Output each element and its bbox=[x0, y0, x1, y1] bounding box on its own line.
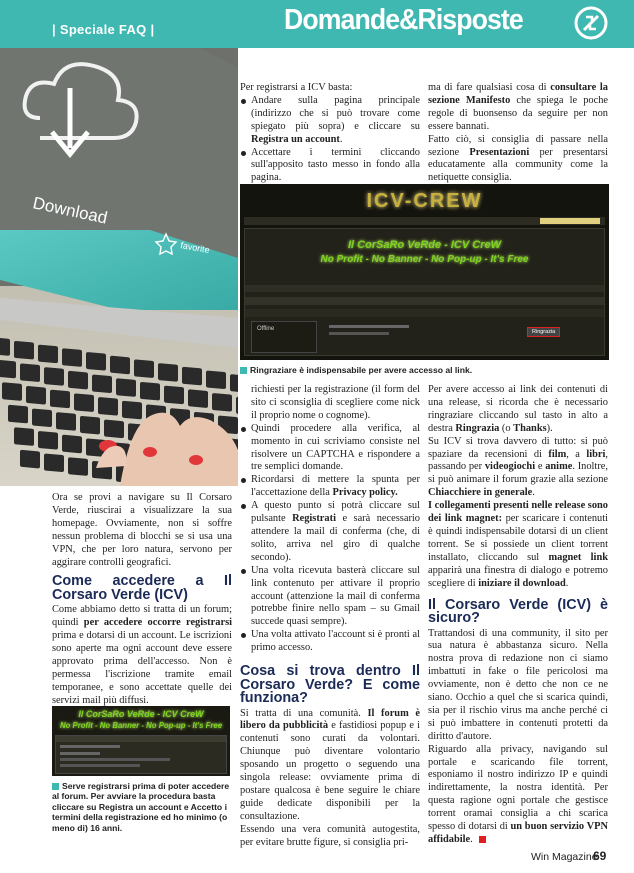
download-label: Download bbox=[31, 193, 110, 228]
col1-intro: Ora se provi a navigare su Il Corsaro Verde, riuscirai a visualizzare la sua homepage. Ovviamente, non si soffre nessun problema di blocchi se si usa una VPN, che per loro natura, servono per aggirare controlli geografici. bbox=[52, 492, 232, 568]
col2-step-2: Accettare i termini cliccando sull'apposito tasto messo in fondo alla pagina. bbox=[240, 147, 420, 186]
forum-screenshot bbox=[240, 184, 609, 360]
col3-heading: Il Corsaro Verde (ICV) è sicuro? bbox=[428, 596, 608, 626]
shot-big-subtitle: No Profit - No Banner - No Pop-up - It's Free bbox=[320, 254, 529, 265]
col3-contenuti: Su ICV si trova davvero di tutto: si può spaziare da recensioni di film, a libri, passando per videogiochi e anime. Inoltre, si può animare il forum grazie alla sezione Chiacchiere in generale. bbox=[428, 435, 608, 499]
col2-step-4: Quindi procedere alla verifica, al momento in cui scriviamo consiste nel risolvere un CAPTCHA e rispondere a tre semplici domande. bbox=[240, 423, 420, 475]
col2-intro: Per registrarsi a ICV basta: bbox=[240, 82, 353, 93]
section-label: | Speciale FAQ | bbox=[52, 22, 155, 37]
qa-logo-icon bbox=[574, 6, 608, 40]
header-title: Domande&Risposte bbox=[284, 4, 523, 36]
col3-magnet: I collegamenti presenti nelle release sono dei link magnet: per scaricare i contenuti è quindi indispensabile dotarsi di un client torrent. Se si possiede un client torrent installato, cliccando sul magnet link apparirà una finestra di dialogo e potremo scegliere di iniziare il download. bbox=[428, 500, 608, 589]
hero-photo bbox=[0, 48, 238, 486]
shot-small-title: Il CorSaRo VeRde - ICV CreW bbox=[78, 709, 204, 719]
col3-sicurezza: Trattandosi di una community, il sito per sua natura è abbastanza sicuro. Nella nostra prova di redazione non ci siamo imbattuti in fake o file pericolosi ma ovviamente, non è detto che non ce ne siano. Occhio a quel che si scarica quindi, sia per il rischio virus ma anche perché ci si può imbattere in contenuti protetti da diritto d'autore. bbox=[428, 627, 608, 742]
page-number: 69 bbox=[593, 849, 607, 863]
offline-status: Offline bbox=[257, 326, 275, 332]
forum-brand: ICV-CREW bbox=[366, 190, 483, 212]
end-mark-icon bbox=[479, 836, 486, 843]
col2-autogestita: Essendo una vera comunità autogestita, per evitare brutte figure, si consiglia pri- bbox=[240, 823, 420, 848]
col2-step-6: A questo punto si potrà cliccare sul pulsante Registrati e sarà necessario attendere la mail di conferma (che, di solito, arriva nel giro di qualche secondo). bbox=[240, 500, 420, 565]
favorite-label: favorite bbox=[179, 240, 211, 256]
page-header bbox=[0, 0, 634, 48]
column-1 bbox=[52, 492, 232, 708]
col3-manifesto: ma di fare qualsiasi cosa di consultare la sezione Manifesto che spiega le poche regole di buonsenso da seguire per non essere bannati. bbox=[428, 82, 608, 132]
col1-heading: Come accedere a Il Corsaro Verde (ICV) bbox=[52, 573, 232, 603]
shot-small-subtitle: No Profit - No Banner - No Pop-up - It's Free bbox=[59, 721, 223, 730]
col2-step-8: Una volta attivato l'account si è pronti al primo accesso. bbox=[240, 629, 420, 655]
forum-caption: Ringraziare è indispensabile per avere accesso al link. bbox=[240, 365, 608, 375]
laptop-illustration bbox=[0, 48, 238, 486]
column-2-bottom bbox=[240, 384, 420, 850]
col2-step-5: Ricordarsi di mettere la spunta per l'accettazione della Privacy policy. bbox=[240, 474, 420, 500]
col2-cont: richiesti per la registrazione (il form del sito ci sconsiglia di scegliere come nick il proprio nome o cognome). bbox=[251, 384, 420, 421]
col3-presentazioni: Fatto ciò, si consiglia di passare nella sezione Presentazioni per presentarsi educatamente alla community come la netiquette consiglia. bbox=[428, 133, 608, 184]
footer-magazine: Win Magazine bbox=[531, 851, 598, 863]
shot-big-title: Il CorSaRo VeRde - ICV CreW bbox=[347, 239, 501, 251]
col1-paragraph: Come abbiamo detto si tratta di un forum; quindi per accedere occorre registrarsi prima e dotarsi di un account. Le iscrizioni sono aperte ma ogni account deve essere approvato prima dell'accesso. Non è permessa l'iscrizione tramite email temporanee, e sono accettate quelle dei servizi mail più diffusi. bbox=[52, 604, 232, 706]
col1-caption: Serve registrarsi prima di poter accedere al forum. Per avviare la procedura basta cliccare su Registra un account e Accetto i termini della registrazione ed ho minimo (o meno di) 16 anni. bbox=[52, 781, 230, 833]
column-3-top bbox=[428, 82, 608, 185]
column-2-top bbox=[240, 82, 420, 198]
col2-community: Si tratta di una comunità. Il forum è libero da pubblicità e fastidiosi popup e i contenuti sono curati da volontari. Chiunque può diventare volontario sposando un progetto o seguendo una singola release: ovviamente prima di postare qualcosa è bene seguire le chiare guide dedicate disponibili per la consultazione. bbox=[240, 707, 420, 822]
column-3-bottom bbox=[428, 384, 608, 847]
col2-step-1: Andare sulla pagina principale (indirizzo che si può trovare come spiegato più sopra) e cliccare su Registra un account. bbox=[240, 95, 420, 147]
col3-privacy: Riguardo alla privacy, navigando sul portale e scaricando file torrent, esponiamo il nostro indirizzo IP e quindi indirettamente, la nostra identità. Per questa ragione ogni portale che gestisce torrent oramai consiglia a chi scarica spesso di dotarsi di un buon servizio VPN affidabile. bbox=[428, 743, 609, 845]
registration-screenshot bbox=[52, 706, 230, 776]
thanks-button[interactable]: Ringrazia bbox=[527, 327, 560, 337]
col2-step-7: Una volta ricevuta basterà cliccare sul link contenuto per attivare il proprio account (attenzione la mail di conferma potrebbe finire nello spam – su Gmail succede quasi sempre). bbox=[240, 565, 420, 630]
col2-heading: Cosa si trova dentro Il Corsaro Verde? E come funziona? bbox=[240, 663, 420, 707]
col3-ringrazia: Per avere accesso ai link dei contenuti di una release, si ricorda che è necessario ringraziare cliccando sul tasto in alto a destra Ringrazia (o Thanks). bbox=[428, 384, 608, 434]
